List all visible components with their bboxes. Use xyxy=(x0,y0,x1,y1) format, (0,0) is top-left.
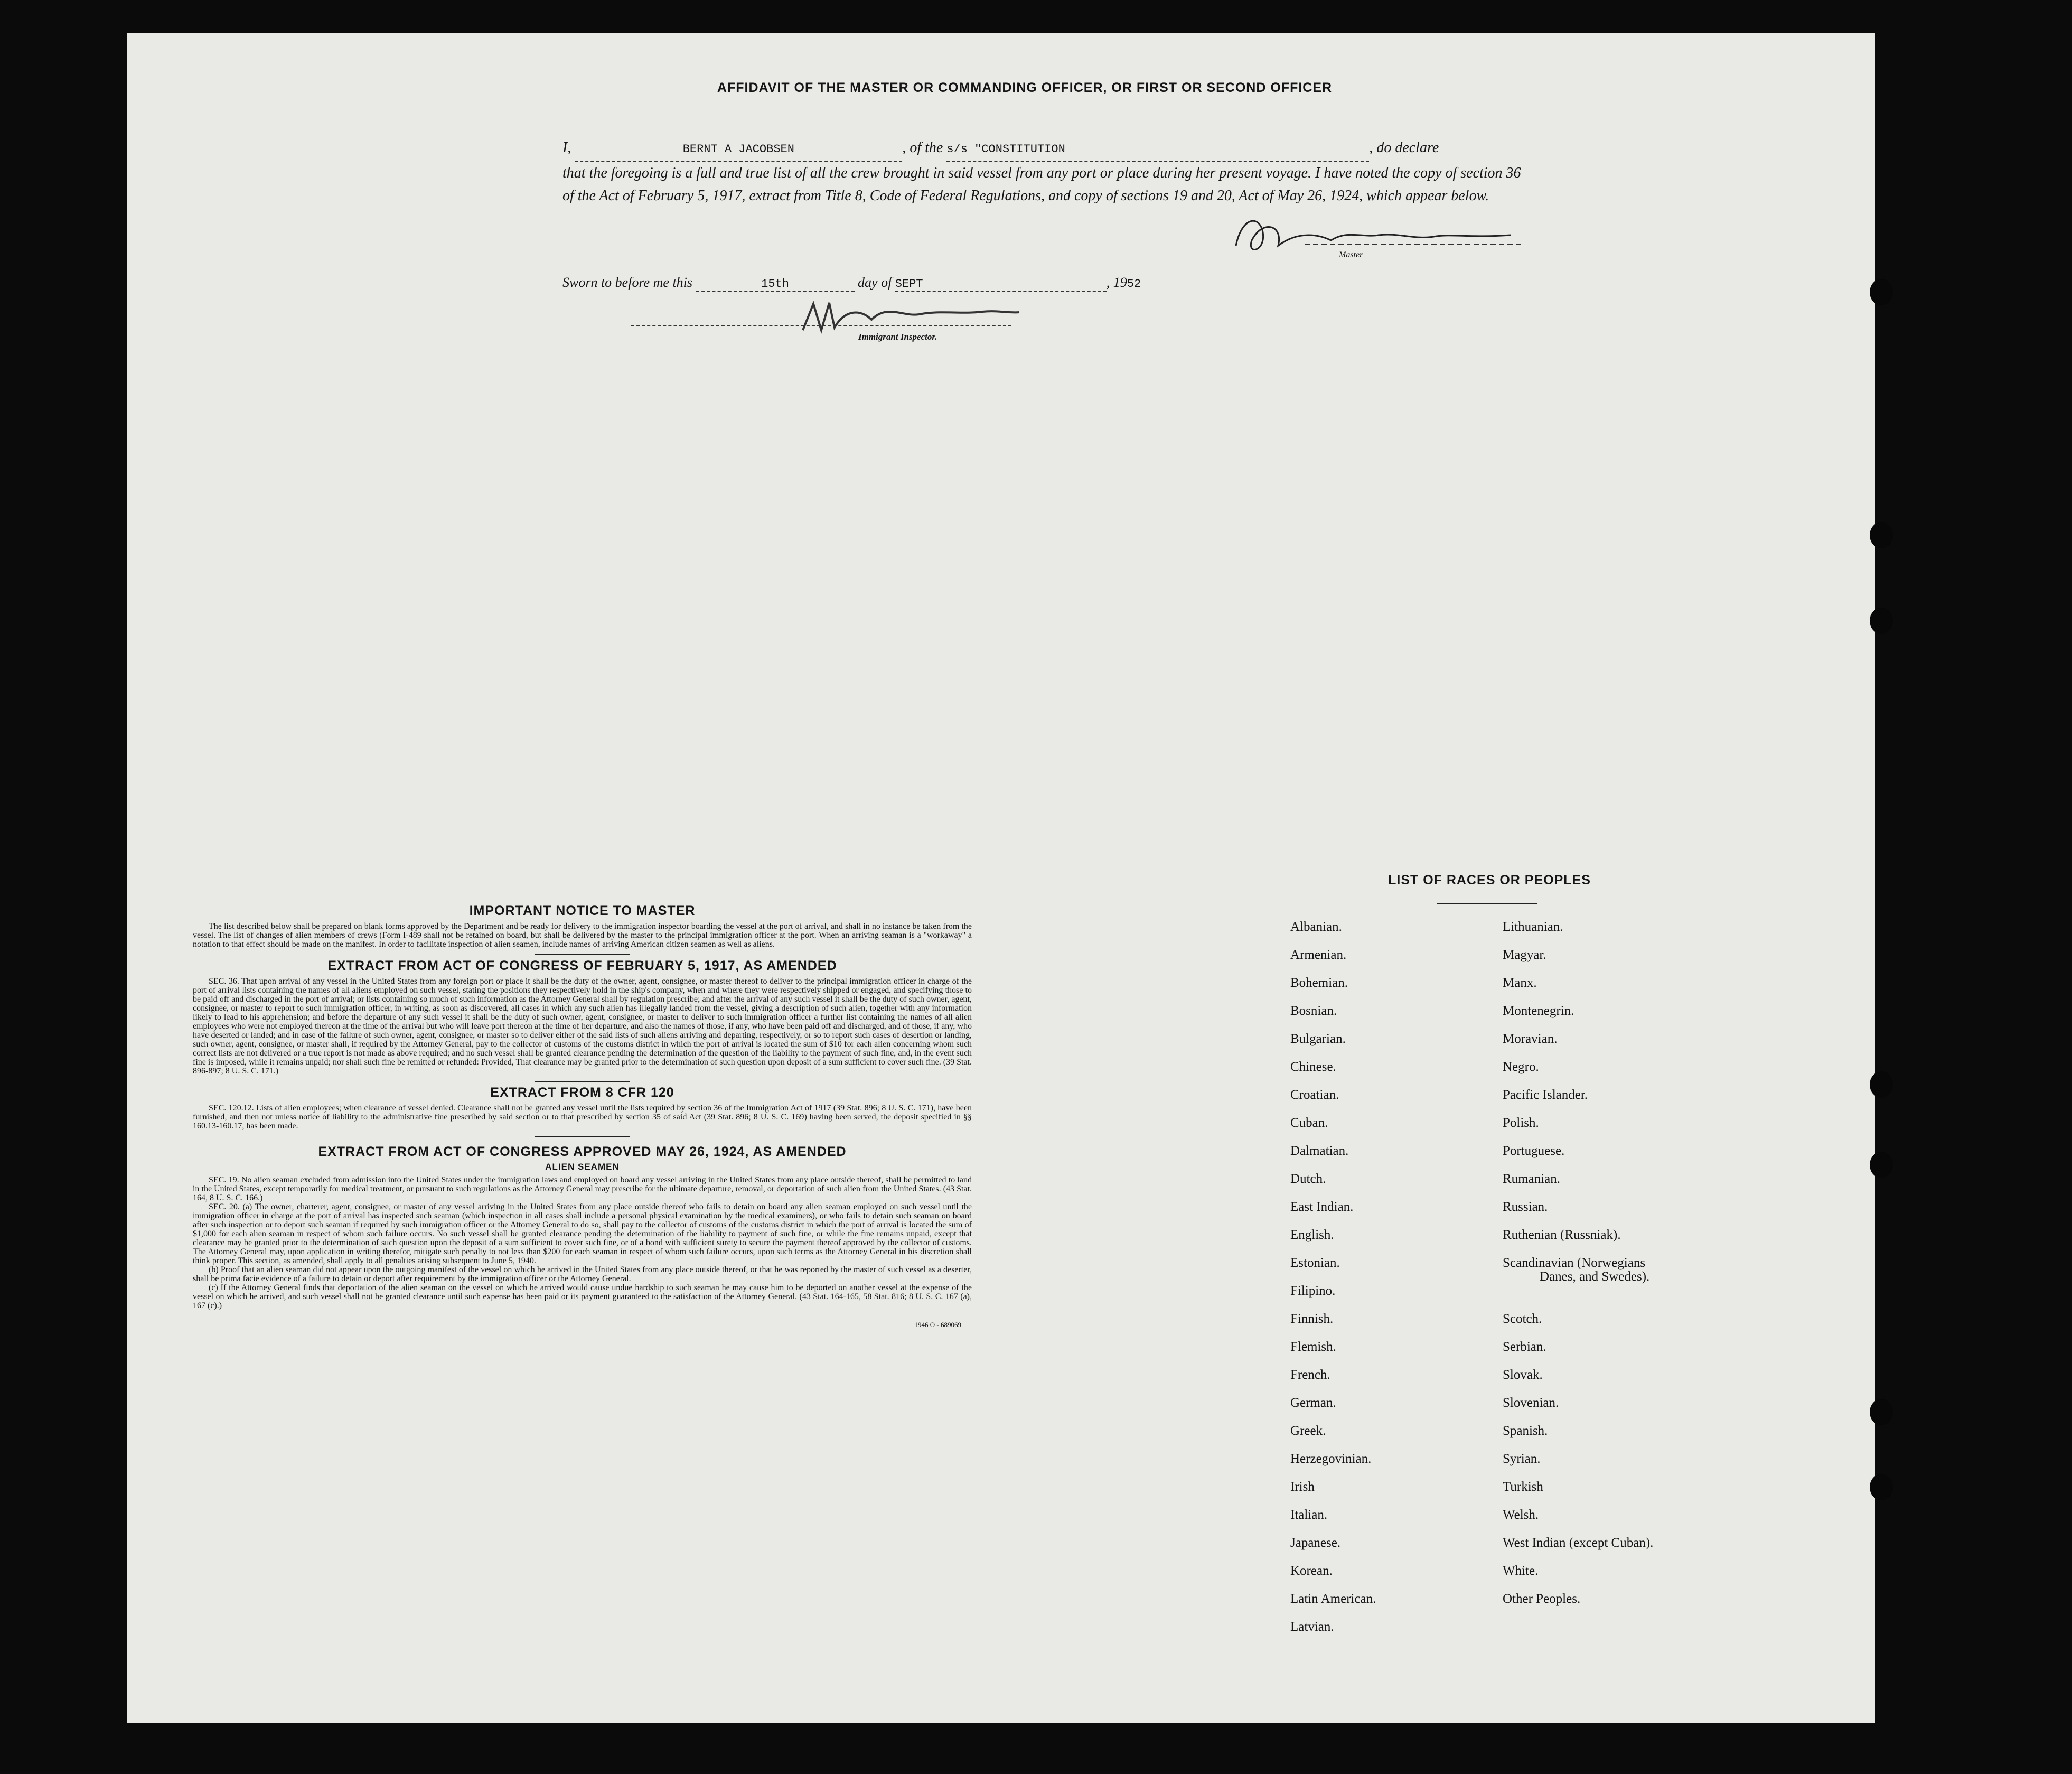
punch-hole xyxy=(1870,608,1893,634)
race-item: White. xyxy=(1503,1564,1539,1578)
race-item: Negro. xyxy=(1503,1060,1539,1074)
race-item: East Indian. xyxy=(1290,1200,1354,1214)
affidavit-title: AFFIDAVIT OF THE MASTER OR COMMANDING OFFICER, OR FIRST OR SECOND OFFICER xyxy=(717,80,1333,95)
sec20a-paragraph: SEC. 20. (a) The owner, charterer, agent, consignee, or master of any vessel arriving in the United States from any place outside thereof who fails to detain on board any alien seaman employed on such vessel until the immigration officer in charge at the port of arrival has inspected such seaman (which inspection in all cases shall include a personal physical examination by the medical examiners), or who fails to detain such seaman on board after such inspection or to deport such seaman if required by such immigration officer or the Attorney General to do so, shall pay to the collector of customs of the customs district in which the port of arrival is located the sum of $1,000 for each alien seaman in respect of whom such failure occurs. No such vessel shall be granted clearance pending the determination of the liability to payment of such fine, or while the fine remains unpaid, except that clearance may be granted prior to the determination of such question upon the deposit of a sum sufficient to cover such fine, or of a bond with sufficient surety to secure the payment thereof approved by the collector of customs. The Attorney General may, upon application in writing therefor, mitigate such penalty to not less than $200 for each seaman in respect of whom such failure occurs, upon such terms as the Attorney General in his discretion shall think proper. This section, as amended, shall apply to all penalties arising subsequent to June 5, 1940. xyxy=(193,1202,972,1265)
race-item: Cuban. xyxy=(1290,1116,1328,1130)
extract-1924-text xyxy=(193,1175,972,1310)
affidavit-body: that the foregoing is a full and true list of all the crew brought in said vessel from any port or place during her present voyage. I have noted the copy of section 36 of the Act of February 5, 1917, extract from Title 8, Code of Federal Regulations, and copy of sections 19 and 20, Act of May 26, 1924, which appear below. xyxy=(562,165,1521,204)
race-item: Dalmatian. xyxy=(1290,1144,1349,1158)
do-declare-label: , do declare xyxy=(1369,139,1439,156)
extract-1924-subtitle: ALIEN SEAMEN xyxy=(545,1162,620,1172)
race-item: Finnish. xyxy=(1290,1312,1334,1326)
race-item: Armenian. xyxy=(1290,948,1347,962)
race-item: Croatian. xyxy=(1290,1088,1339,1102)
section-divider xyxy=(535,1081,630,1082)
race-item: Scotch. xyxy=(1503,1312,1542,1326)
punch-hole xyxy=(1870,1474,1893,1500)
race-item: Albanian. xyxy=(1290,920,1342,934)
race-item: Latvian. xyxy=(1290,1620,1334,1634)
race-item: Montenegrin. xyxy=(1503,1004,1574,1018)
inspector-label: Immigrant Inspector. xyxy=(858,332,937,342)
sec19-paragraph: SEC. 19. No alien seaman excluded from admission into the United States under the immigration laws and employed on board any vessel arriving in the United States from any place outside thereof, shall be permitted to land in the United States, except temporarily for medical treatment, or pursuant to such regulations as the Attorney General may prescribe for the ultimate departure, removal, or deportation of such alien from the United States. (43 Stat. 164, 8 U. S. C. 166.) xyxy=(193,1175,972,1202)
race-item: Bohemian. xyxy=(1290,976,1348,990)
sworn-year-prefix: , 19 xyxy=(1106,275,1127,290)
sworn-day-value: 15th xyxy=(761,277,789,291)
extract-1917-title: EXTRACT FROM ACT OF CONGRESS OF FEBRUARY 5, 1917, AS AMENDED xyxy=(327,958,837,973)
race-item: Portuguese. xyxy=(1503,1144,1565,1158)
race-item: Welsh. xyxy=(1503,1508,1539,1522)
race-item: Italian. xyxy=(1290,1508,1328,1522)
punch-hole xyxy=(1870,522,1893,548)
race-item: Japanese. xyxy=(1290,1536,1341,1550)
race-item: Greek. xyxy=(1290,1424,1326,1438)
race-item: Scandinavian (Norwegians xyxy=(1503,1256,1646,1270)
race-item: Irish xyxy=(1290,1480,1315,1494)
race-item: Manx. xyxy=(1503,976,1537,990)
race-item: Slovenian. xyxy=(1503,1396,1559,1410)
extract-cfr-paragraph: SEC. 120.12. Lists of alien employees; when clearance of vessel denied. Clearance shall not be granted any vessel until the lists required by section 36 of the Immigration Act of 1917 (39 Stat. 896; 8 U. S. C. 171), have been furnished, and then not unless notice of liability to the administrative fine prescribed by said section or to that prescribed by section 35 of said Act (39 Stat. 896; 8 U. S. C. 169) having been served, the deposit specified in §§ 160.13-160.17, has been made. xyxy=(193,1104,972,1131)
race-item: French. xyxy=(1290,1368,1330,1382)
master-label: Master xyxy=(1339,250,1363,259)
print-code: 1946 O - 689069 xyxy=(914,1321,961,1329)
punch-hole xyxy=(1870,1152,1893,1178)
notice-section xyxy=(193,903,972,1329)
master-name-field xyxy=(575,136,902,162)
race-item: Serbian. xyxy=(1503,1340,1546,1354)
sworn-day-of: day of xyxy=(858,275,892,290)
race-item: Lithuanian. xyxy=(1503,920,1563,934)
race-item: Russian. xyxy=(1503,1200,1548,1214)
race-item: Ruthenian (Russniak). xyxy=(1503,1228,1621,1242)
race-item: West Indian (except Cuban). xyxy=(1503,1536,1654,1550)
notice-paragraph: The list described below shall be prepared on blank forms approved by the Department and be ready for delivery to the immigration inspector boarding the vessel at the port of arrival, and shall in no instance be taken from the vessel. The list of changes of alien members of crews (Form I-489 shall not be retained on board, but shall be delivered by the master to the principal immigration officer at the port. When an arriving seaman is a "workaway" a notation to that effect should be made on the manifest. In order to facilitate inspection of alien seamen, include names of arriving American citizen seamen as well as aliens. xyxy=(193,922,972,949)
race-item: Filipino. xyxy=(1290,1284,1336,1298)
race-item: Turkish xyxy=(1503,1480,1543,1494)
notice-title: IMPORTANT NOTICE TO MASTER xyxy=(469,903,696,918)
master-name-value: BERNT A JACOBSEN xyxy=(682,143,794,156)
sec20c-paragraph: (c) If the Attorney General finds that deportation of the alien seaman on the vessel on which he arrived would cause undue hardship to such seaman he may cause him to be deported on another vessel at the expense of the vessel on which he arrived, and such vessel shall not be granted clearance until such expense has been paid or its payment guaranteed to the satisfaction of the Attorney General. (43 Stat. 164-165, 58 Stat. 816; 8 U. S. C. 167 (a), 167 (c).) xyxy=(193,1283,972,1310)
race-item: Slovak. xyxy=(1503,1368,1543,1382)
race-item: Rumanian. xyxy=(1503,1172,1561,1186)
race-item: Latin American. xyxy=(1290,1592,1376,1606)
punch-hole xyxy=(1870,1071,1893,1098)
extract-cfr-title: EXTRACT FROM 8 CFR 120 xyxy=(490,1085,674,1100)
race-item: Bulgarian. xyxy=(1290,1032,1346,1046)
race-item: Estonian. xyxy=(1290,1256,1340,1270)
extract-1917-text xyxy=(193,977,972,1076)
race-item: Flemish. xyxy=(1290,1340,1336,1354)
vessel-name-value: s/s "CONSTITUTION xyxy=(946,143,1065,156)
race-item: Korean. xyxy=(1290,1564,1333,1578)
affidavit-statement xyxy=(562,136,1524,207)
race-item: Spanish. xyxy=(1503,1424,1548,1438)
race-item: Magyar. xyxy=(1503,948,1546,962)
vessel-name-field xyxy=(946,136,1369,162)
inspector-signature-line xyxy=(631,325,1011,326)
race-item: Bosnian. xyxy=(1290,1004,1337,1018)
race-item: Dutch. xyxy=(1290,1172,1326,1186)
races-divider xyxy=(1437,903,1537,904)
sec20b-paragraph: (b) Proof that an alien seaman did not appear upon the outgoing manifest of the vessel on which he arrived in the United States from any place outside thereof, or that he was reported by the master of such vessel as a deserter, shall be prima facie evidence of a failure to detain or deport after requirement by the immigration officer or the Attorney General. xyxy=(193,1265,972,1283)
sworn-prefix: Sworn to before me this xyxy=(562,275,693,290)
punch-hole xyxy=(1870,1399,1893,1425)
race-item: English. xyxy=(1290,1228,1334,1242)
punch-hole xyxy=(1870,279,1893,305)
section-divider xyxy=(535,954,630,955)
race-item: Danes, and Swedes). xyxy=(1540,1269,1650,1284)
race-item: German. xyxy=(1290,1396,1336,1410)
races-title: LIST OF RACES OR PEOPLES xyxy=(1388,873,1591,888)
race-item: Other Peoples. xyxy=(1503,1592,1581,1606)
race-item: Chinese. xyxy=(1290,1060,1336,1074)
race-item: Syrian. xyxy=(1503,1452,1541,1466)
sworn-month-value: SEPT xyxy=(895,277,923,291)
notice-text xyxy=(193,922,972,949)
master-signature xyxy=(1225,209,1521,267)
race-item: Moravian. xyxy=(1503,1032,1558,1046)
extract-1917-paragraph: SEC. 36. That upon arrival of any vessel in the United States from any foreign port or place it shall be the duty of the owner, agent, consignee, or master thereof to deliver to the principal immigration officer in charge of the port of arrival lists containing the names of all aliens employed on such vessel, stating the positions they respectively hold in the ship's company, when and where they were respectively shipped or engaged, and specifying those to be paid off and discharged in the port of arrival; or lists containing so much of such information as the Attorney General shall by regulation prescribe; and after the arrival of any such vessel it shall be the duty of such owner, agent, consignee, or master to report to such immigration officer, in writing, as soon as discovered, all cases in which any such alien has illegally landed from the vessel, giving a description of such alien, together with any information likely to lead to his apprehension; and before the departure of any such vessel it shall be the duty of such owner, agent, consignee, or master to deliver to such immigration officer a further list containing the names of all alien employees who were not employed thereon at the time of the arrival but who will leave port thereon at the time of her departure, and also the names of those, if any, who have been paid off and discharged, and of those, if any, who have deserted or landed; and in case of the failure of such owner, agent, consignee, or master so to deliver either of the said lists of such aliens arriving and departing, respectively, or so to report such cases of desertion or landing, such owner, agent, consignee, or master shall, if required by the Attorney General, pay to the collector of customs of the customs district in which the port of arrival is located the sum of $10 for each alien concerning whom such correct lists are not delivered or a true report is not made as above required; and no such vessel shall be granted clearance pending the determination of the question of the liability to the payment of such fine, and, in the event such fine is imposed, while it remains unpaid; nor shall such fine be remitted or refunded: Provided, That clearance may be granted prior to the determination of such question upon deposit of a sum sufficient to cover such fine. (39 Stat. 896-897; 8 U. S. C. 171.) xyxy=(193,977,972,1076)
i-label: I, xyxy=(562,139,571,156)
extract-1924-title: EXTRACT FROM ACT OF CONGRESS APPROVED MAY 26, 1924, AS AMENDED xyxy=(318,1144,847,1159)
race-item: Pacific Islander. xyxy=(1503,1088,1588,1102)
race-item: Herzegovinian. xyxy=(1290,1452,1372,1466)
section-divider xyxy=(535,1136,630,1137)
of-the-label: , of the xyxy=(902,139,943,156)
extract-cfr-text xyxy=(193,1104,972,1131)
sworn-year-value: 52 xyxy=(1127,277,1141,291)
race-item: Polish. xyxy=(1503,1116,1539,1130)
